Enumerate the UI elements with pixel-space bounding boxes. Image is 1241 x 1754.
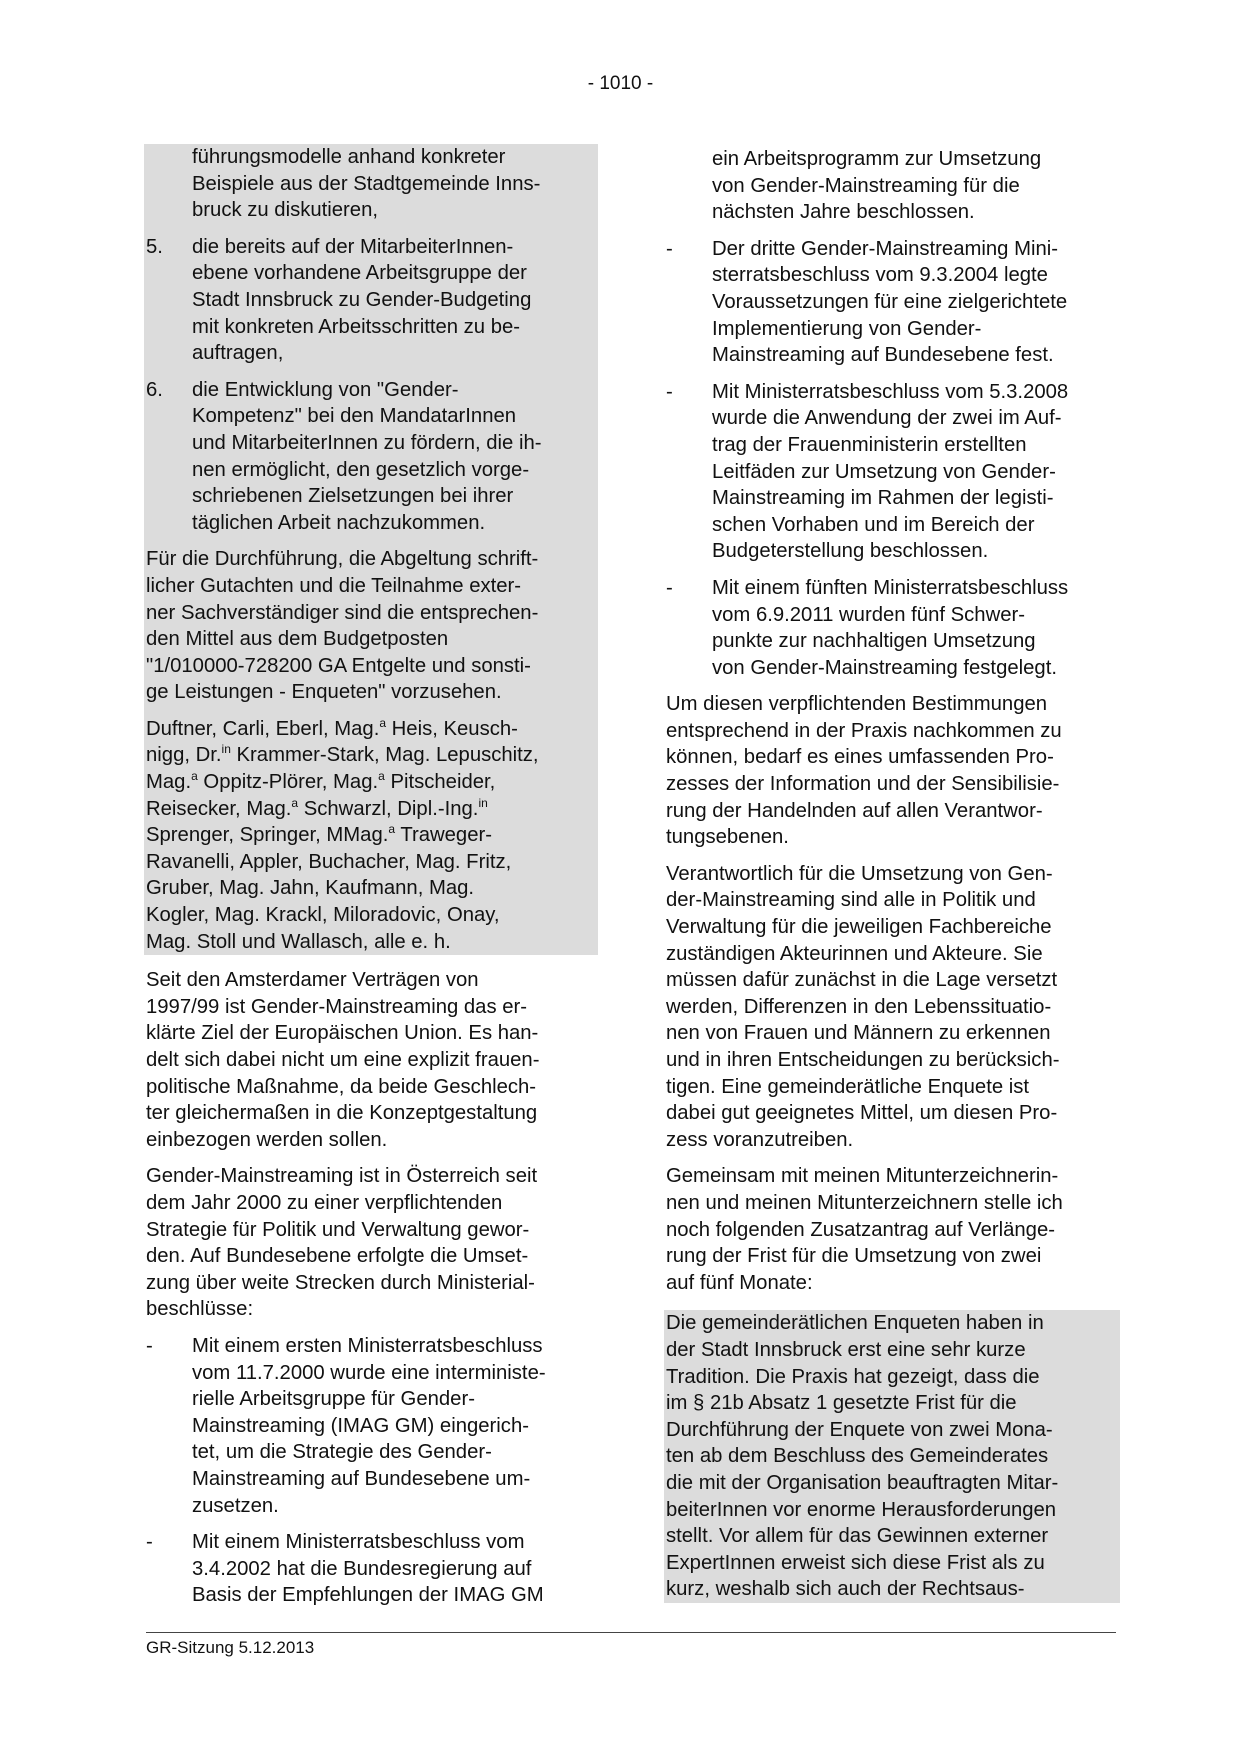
signatory-line: Mag.$^a$ Oppitz-Plörer, Mag.$^a$ Pitscheider, (146, 769, 496, 794)
text-line: führungsmodelle anhand konkreter (192, 146, 506, 168)
text-line: dabei gut geeignetes Mittel, um diesen Pro- (666, 1102, 1058, 1125)
text-line: klärte Ziel der Europäischen Union. Es han- (146, 1022, 539, 1045)
text-line: Strategie für Politik und Verwaltung gewor- (146, 1218, 530, 1241)
signatory-line: Mag. Stoll und Wallasch, alle e. h. (146, 930, 451, 953)
text-line: auf fünf Monate: (666, 1271, 813, 1294)
text-line: und MitarbeiterInnen zu fördern, die ih- (192, 431, 542, 454)
text-line: Mainstreaming (IMAG GM) eingerich- (192, 1414, 529, 1437)
text-line: dem Jahr 2000 zu einer verpflichtenden (146, 1191, 503, 1214)
text-line: politische Maßnahme, da beide Geschlech- (146, 1075, 537, 1098)
text-line: sterratsbeschluss vom 9.3.2004 legte (712, 264, 1048, 287)
text-line: Voraussetzungen für eine zielgerichtete (712, 290, 1068, 313)
right-column (666, 146, 1118, 1603)
text-line: nen und meinen Mitunterzeichnern stelle ich (666, 1191, 1063, 1214)
text-line: "1/010000-728200 GA Entgelte und sonsti- (146, 654, 531, 677)
text-line: Leitfäden zur Umsetzung von Gender- (712, 460, 1056, 483)
text-line: ge Leistungen - Enqueten" vorzusehen. (146, 681, 502, 704)
text-line: rielle Arbeitsgruppe für Gender- (192, 1388, 475, 1411)
text-line: zuständigen Akteurinnen und Akteure. Sie (666, 942, 1043, 965)
dash-item-fourth-resolution (666, 379, 1118, 565)
dash-marker: - (666, 380, 673, 403)
text-line: rung der Handelnden auf allen Verantwor- (666, 799, 1043, 822)
text-line: Verwaltung für die jeweiligen Fachbereiche (666, 916, 1052, 939)
text-line: zesses der Information und der Sensibilisie- (666, 773, 1060, 796)
text-line: beschlüsse: (146, 1298, 254, 1321)
list-marker: 5. (146, 235, 163, 258)
text-line: täglichen Arbeit nachzukommen. (192, 511, 486, 534)
text-line: vom 11.7.2000 wurde eine interministe- (192, 1361, 546, 1384)
dash-marker: - (146, 1531, 153, 1554)
text-line: Mainstreaming im Rahmen der legisti- (712, 487, 1054, 510)
text-line: müssen dafür zunächst in die Lage versetzt (666, 969, 1058, 992)
text-line: ebene vorhandene Arbeitsgruppe der (192, 262, 527, 285)
text-line: die Entwicklung von "Gender- (192, 378, 459, 401)
text-line: den. Auf Bundesebene erfolgte die Umset- (146, 1245, 529, 1268)
text-line: einbezogen werden sollen. (146, 1128, 388, 1151)
text-line: entsprechend in der Praxis nachkommen zu (666, 719, 1062, 742)
text-line: zess voranzutreiben. (666, 1128, 854, 1151)
text-line: beiterInnen vor enorme Herausforderungen (666, 1498, 1057, 1521)
list-marker: 6. (146, 378, 163, 401)
text-line: nen ermöglicht, den gesetzlich vorge- (192, 458, 530, 481)
text-line: zung über weite Strecken durch Ministerial- (146, 1271, 535, 1294)
text-line: Implementierung von Gender- (712, 317, 982, 340)
text-line: stellt. Vor allem für das Gewinnen externer (666, 1525, 1049, 1548)
text-line: vom 6.9.2011 wurden fünf Schwer- (712, 603, 1026, 626)
text-line: werden, Differenzen in den Lebenssituatio- (666, 995, 1052, 1018)
text-line: der-Mainstreaming sind alle in Politik und (666, 889, 1036, 912)
text-line: können, bedarf es eines umfassenden Pro- (666, 746, 1054, 769)
list-continuation (146, 144, 596, 224)
text-line: rung der Frist für die Umsetzung von zwei (666, 1245, 1042, 1268)
text-line: tigen. Eine gemeinderätliche Enquete ist (666, 1075, 1030, 1098)
signatory-line: nigg, Dr.$^{in}$ Krammer-Stark, Mag. Lepuschitz, (146, 742, 539, 767)
text-line: Mit einem Ministerratsbeschluss vom (192, 1531, 525, 1554)
responsible-paragraph (666, 861, 1118, 1154)
text-line: zusetzen. (192, 1494, 279, 1517)
text-line: ter gleichermaßen in die Konzeptgestaltung (146, 1102, 538, 1125)
text-line: Beispiele aus der Stadtgemeinde Inns- (192, 172, 541, 195)
footer-session-label: GR-Sitzung 5.12.2013 (146, 1638, 315, 1657)
text-line: 3.4.2002 hat die Bundesregierung auf (192, 1557, 532, 1580)
text-line: ten ab dem Beschluss des Gemeinderates (666, 1445, 1049, 1468)
text-line: trag der Frauenministerin erstellten (712, 433, 1027, 456)
text-line: punkte zur nachhaltigen Umsetzung (712, 630, 1036, 653)
austria-paragraph (146, 1163, 596, 1323)
text-line: Verantwortlich für die Umsetzung von Gen- (666, 862, 1053, 885)
text-line: den Mittel aus dem Budgetposten (146, 628, 449, 651)
text-line: schen Vorhaben und im Bereich der (712, 513, 1035, 536)
signatory-line: Ravanelli, Appler, Buchacher, Mag. Fritz, (146, 850, 512, 873)
text-line: Tradition. Die Praxis hat gezeigt, dass die (666, 1365, 1040, 1388)
signatory-line: Sprenger, Springer, MMag.$^a$ Traweger- (146, 822, 492, 847)
text-line: mit konkreten Arbeitsschritten zu be- (192, 315, 521, 338)
text-line: Der dritte Gender-Mainstreaming Mini- (712, 237, 1059, 260)
text-line: Stadt Innsbruck zu Gender-Budgeting (192, 288, 532, 311)
text-line: Mainstreaming auf Bundesebene um- (192, 1467, 531, 1490)
processes-paragraph (666, 691, 1118, 851)
additional-motion-intro (666, 1163, 1118, 1296)
signatory-line: Duftner, Carli, Eberl, Mag.$^a$ Heis, Keusch- (146, 715, 518, 740)
text-line: wurde die Anwendung der zwei im Auf- (712, 407, 1062, 430)
text-line: bruck zu diskutieren, (192, 199, 378, 222)
text-line: schriebenen Zielsetzungen bei ihrer (192, 485, 514, 508)
text-line: Durchführung der Enquete von zwei Mona- (666, 1418, 1053, 1441)
dash-marker: - (146, 1334, 153, 1357)
footer-divider (146, 1632, 1116, 1633)
text-line: Gemeinsam mit meinen Mitunterzeichnerin- (666, 1165, 1059, 1188)
text-line: im § 21b Absatz 1 gesetzte Frist für die (666, 1392, 1017, 1415)
text-line: ExpertInnen erweist sich diese Frist als zu (666, 1551, 1045, 1574)
text-line: tet, um die Strategie des Gender- (192, 1441, 492, 1464)
text-line: ein Arbeitsprogramm zur Umsetzung (712, 148, 1042, 170)
text-line: tungsebenen. (666, 826, 789, 849)
dash-marker: - (666, 237, 673, 260)
text-line: kurz, weshalb sich auch der Rechtsaus- (666, 1578, 1025, 1601)
text-line: noch folgenden Zusatzantrag auf Verlänge- (666, 1218, 1055, 1241)
text-line: die mit der Organisation beauftragten Mitar- (666, 1471, 1059, 1494)
dash-continuation (666, 146, 1118, 226)
text-line: Kompetenz" bei den MandatarInnen (192, 405, 517, 428)
dash-item-first-resolution (146, 1333, 596, 1519)
text-line: und in ihren Entscheidungen zu berücksich- (666, 1049, 1060, 1071)
text-line: Gender-Mainstreaming ist in Österreich seit (146, 1165, 538, 1188)
text-line: 1997/99 ist Gender-Mainstreaming das er- (146, 995, 528, 1018)
shaded-additional-motion (664, 1310, 1120, 1603)
text-line: von Gender-Mainstreaming für die (712, 174, 1020, 197)
text-line: nen von Frauen und Männern zu erkennen (666, 1022, 1051, 1045)
text-line: auftragen, (192, 342, 284, 365)
text-line: delt sich dabei nicht um eine explizit frauen- (146, 1049, 540, 1071)
text-line: Mainstreaming auf Bundesebene fest. (712, 344, 1054, 367)
left-column (146, 146, 596, 1619)
page-number: - 1010 - (587, 73, 654, 94)
text-line: nächsten Jahre beschlossen. (712, 201, 975, 224)
list-item-5 (146, 234, 596, 367)
signatory-line: Reisecker, Mag.$^a$ Schwarzl, Dipl.-Ing.$^{in}$ (146, 795, 488, 820)
text-line: Budgeterstellung beschlossen. (712, 540, 989, 563)
text-line: Basis der Empfehlungen der IMAG GM (192, 1584, 544, 1607)
text-line: Um diesen verpflichtenden Bestimmungen (666, 693, 1048, 716)
text-line: Die gemeinderätlichen Enqueten haben in (666, 1312, 1044, 1335)
funding-paragraph (146, 546, 596, 706)
text-line: Für die Durchführung, die Abgeltung schrift- (146, 548, 539, 571)
signatories (146, 716, 596, 955)
text-line: Mit Ministerratsbeschluss vom 5.3.2008 (712, 380, 1069, 403)
text-line: von Gender-Mainstreaming festgelegt. (712, 656, 1057, 679)
dash-item-fifth-resolution (666, 575, 1118, 681)
text-line: Seit den Amsterdamer Verträgen von (146, 969, 479, 992)
text-line: Mit einem ersten Ministerratsbeschluss (192, 1334, 543, 1357)
dash-marker: - (666, 576, 673, 599)
signatory-line: Gruber, Mag. Jahn, Kaufmann, Mag. (146, 877, 475, 900)
text-line: der Stadt Innsbruck erst eine sehr kurze (666, 1338, 1026, 1361)
text-line: die bereits auf der MitarbeiterInnen- (192, 235, 514, 258)
shaded-motion-block (144, 144, 598, 955)
signatory-line: Kogler, Mag. Krackl, Miloradovic, Onay, (146, 904, 500, 927)
text-line: ner Sachverständiger sind die entsprechen- (146, 601, 539, 624)
dash-item-second-resolution (146, 1529, 596, 1609)
list-item-6 (146, 377, 596, 537)
amsterdam-paragraph (146, 967, 596, 1153)
text-line: Mit einem fünften Ministerratsbeschluss (712, 576, 1069, 599)
dash-item-third-resolution (666, 236, 1118, 369)
text-line: licher Gutachten und die Teilnahme exter- (146, 574, 522, 597)
